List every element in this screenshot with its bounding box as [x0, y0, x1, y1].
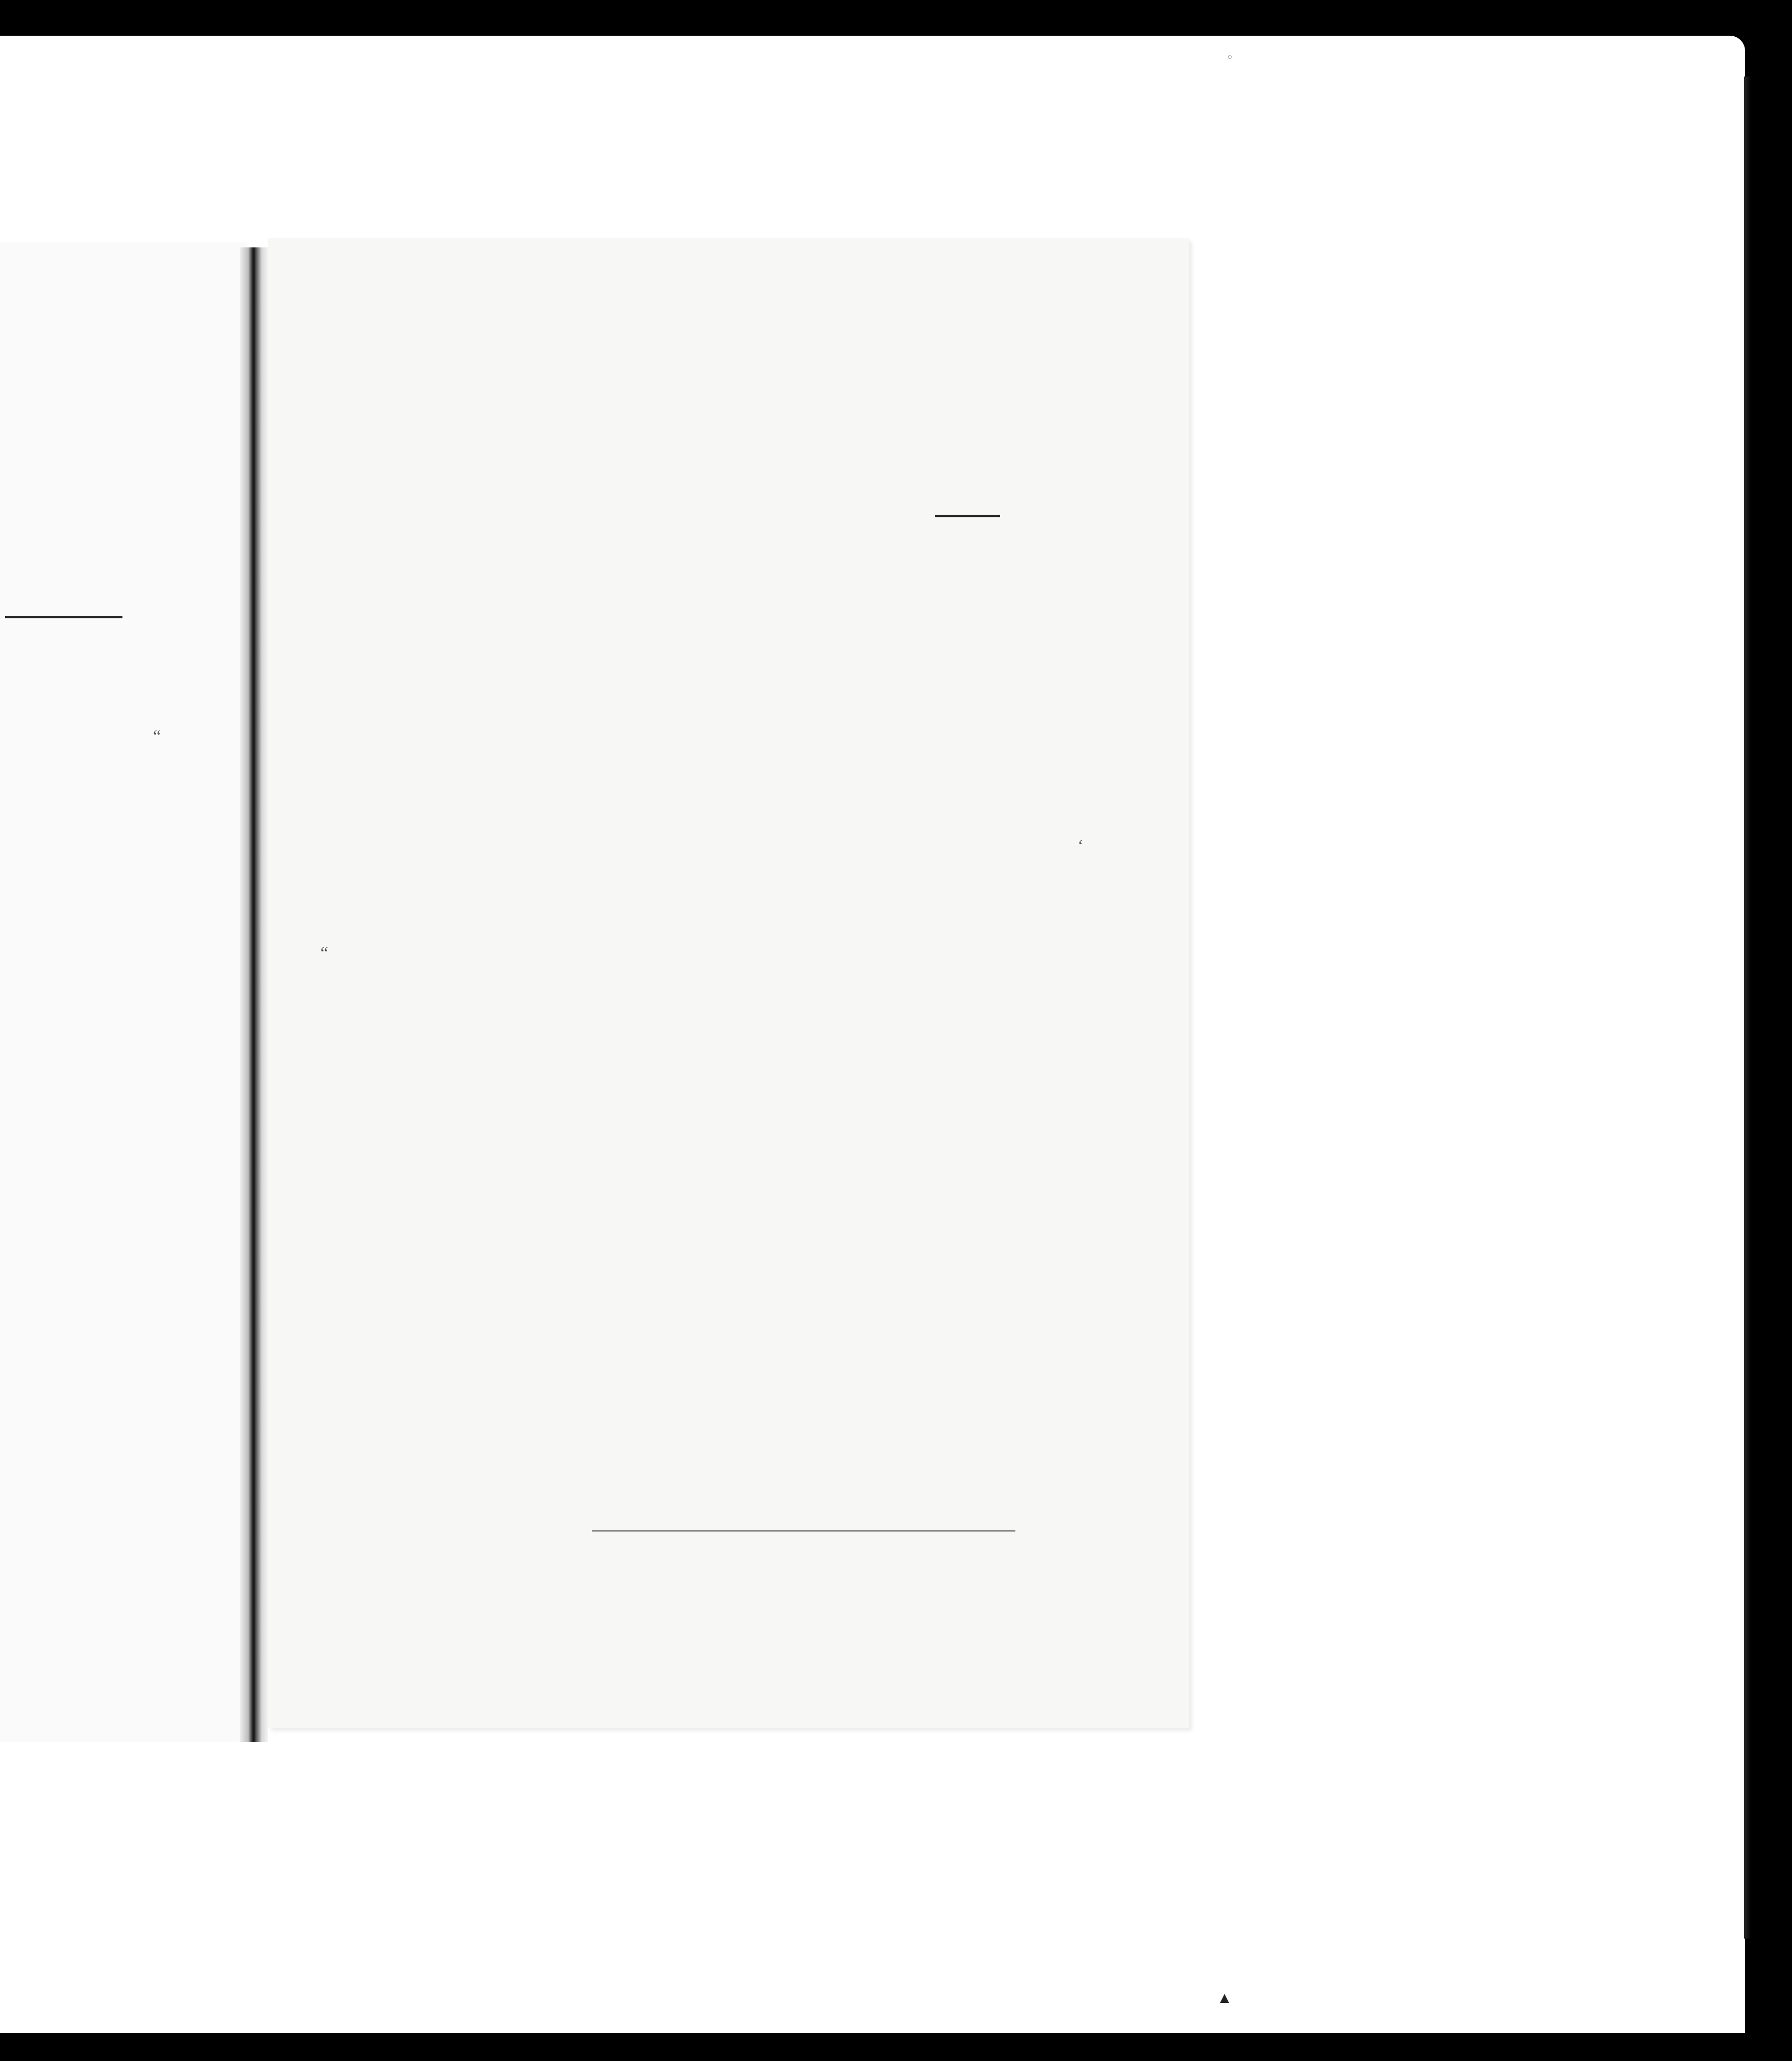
right-page: [268, 238, 1189, 1728]
left-page: [0, 242, 247, 1742]
margin-mark: “: [153, 727, 161, 746]
composition-total-rule: [935, 515, 1000, 517]
margin-mark: ‘: [1078, 837, 1084, 856]
sheet-edge: [1744, 77, 1751, 1939]
bottom-mark: ▲: [1217, 1990, 1232, 2006]
margin-mark: “: [320, 944, 329, 963]
book-gutter: [240, 247, 268, 1742]
corner-mark: ◦: [1227, 48, 1233, 65]
left-sum-rule: [5, 616, 122, 618]
footer-rule: [592, 1530, 1015, 1531]
